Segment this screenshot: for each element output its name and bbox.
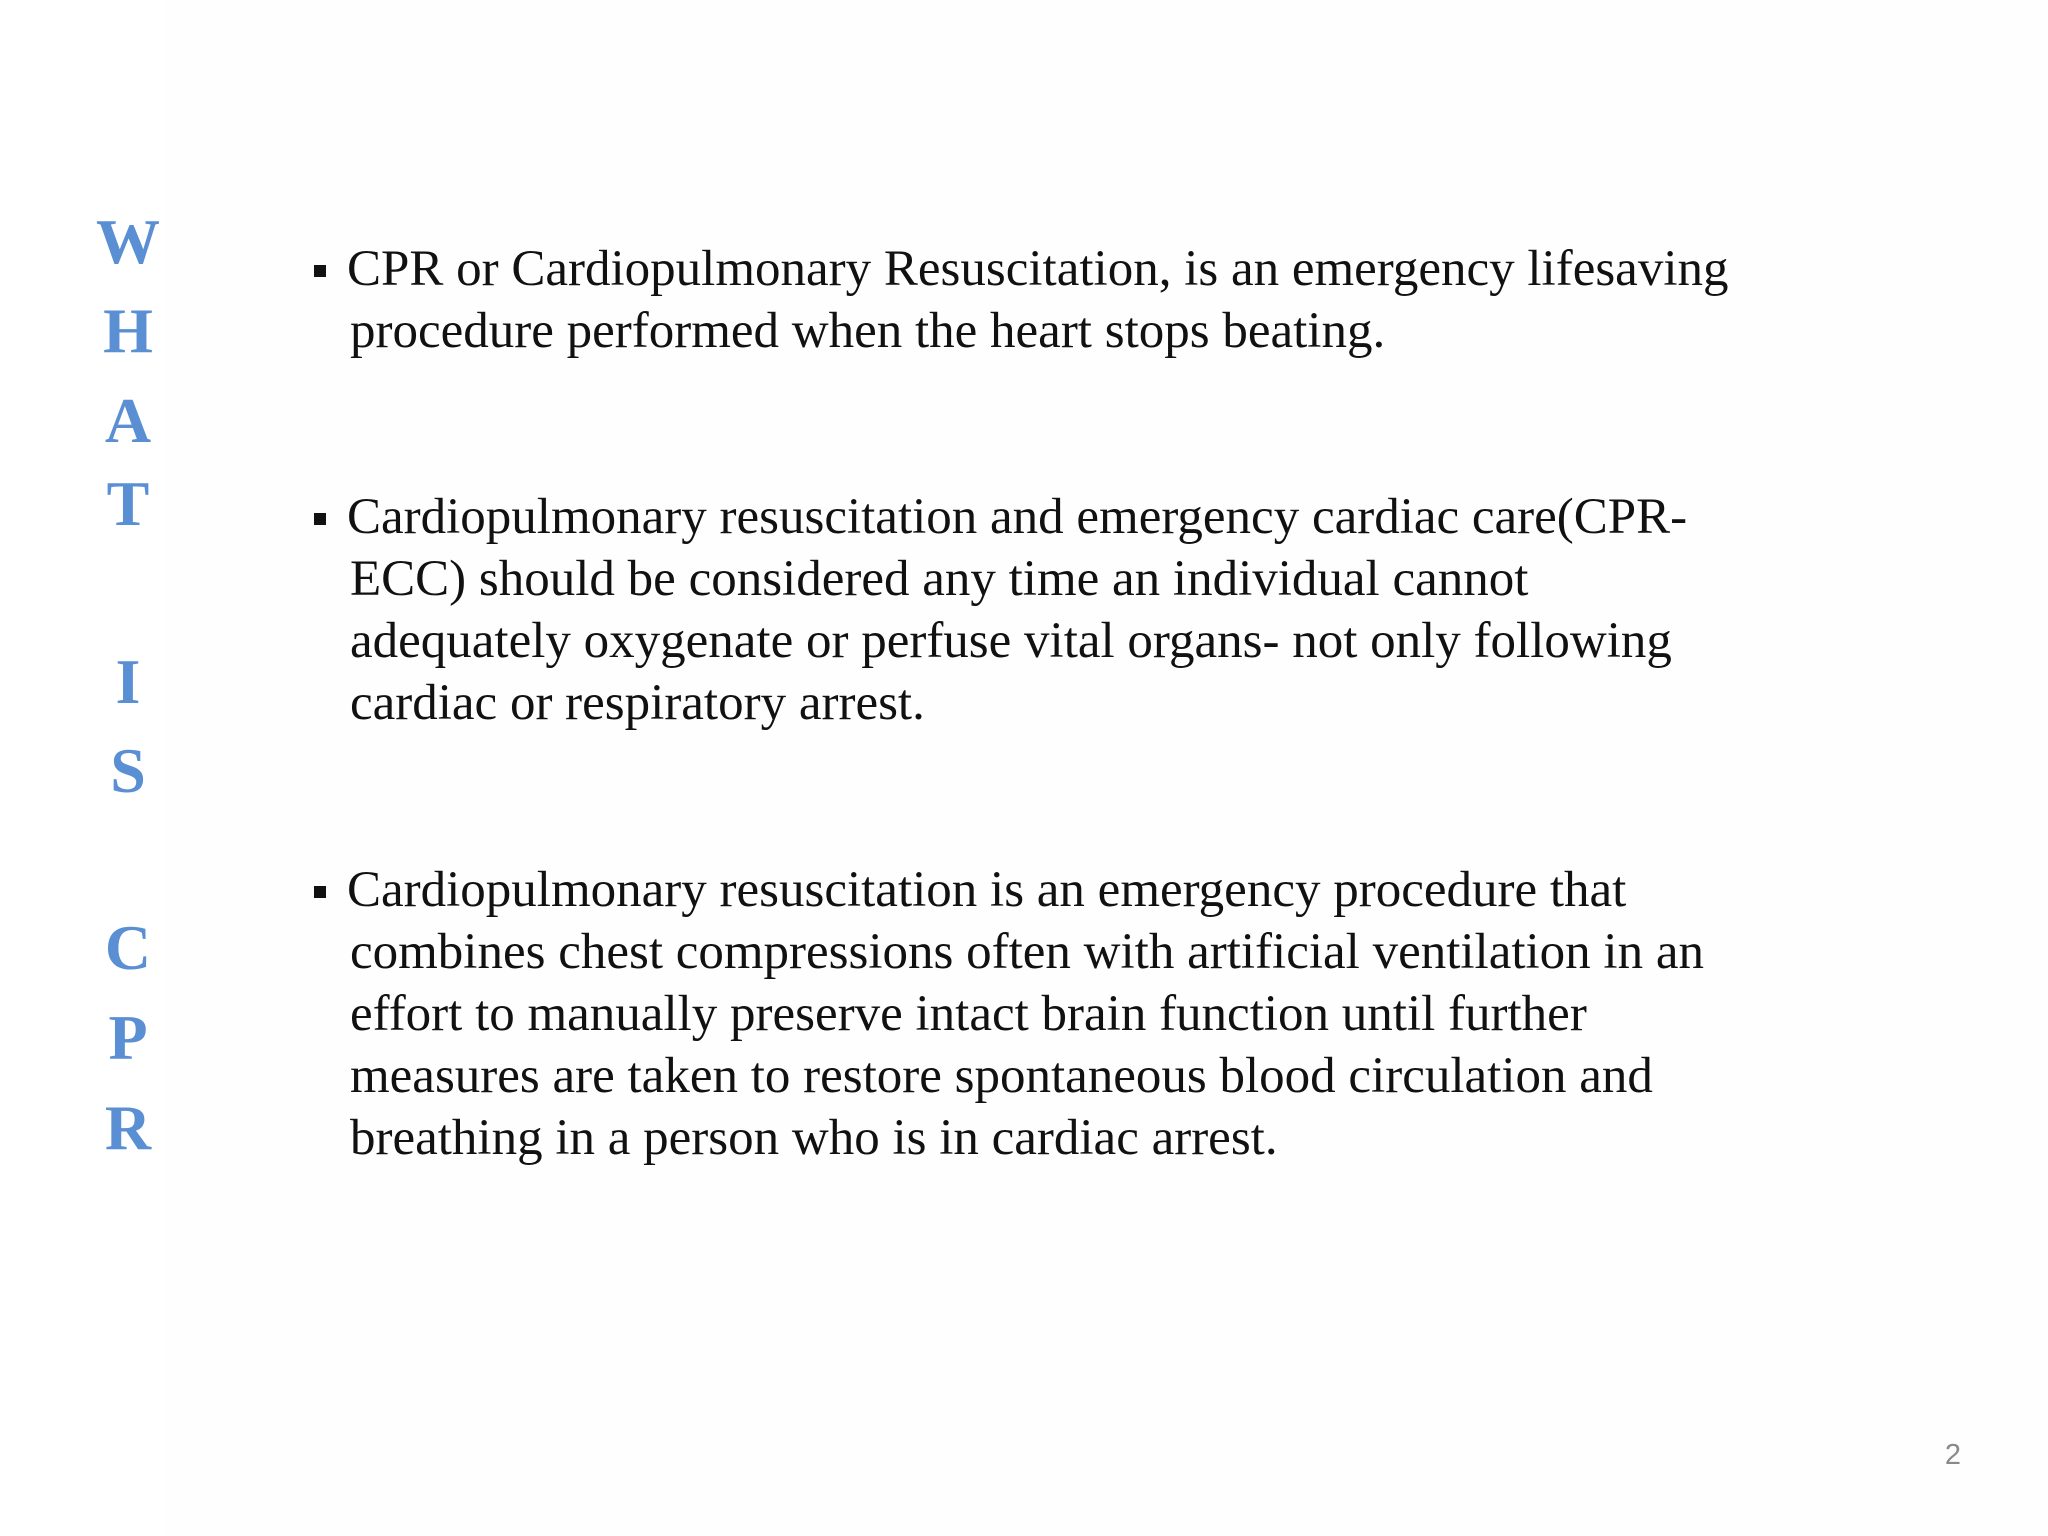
bullet-line: combines chest compressions often with artificial ventilation in an bbox=[350, 924, 1704, 980]
bullet-line: CPR or Cardiopulmonary Resuscitation, is an emergency lifesaving bbox=[347, 241, 1729, 297]
bullet-line: procedure performed when the heart stops beating. bbox=[350, 303, 1386, 359]
bullet-line: ECC) should be considered any time an individual cannot bbox=[350, 551, 1529, 607]
title-letter-r: R bbox=[104, 1092, 152, 1163]
title-letter-w: W bbox=[96, 206, 160, 277]
title-letter-i: I bbox=[115, 646, 141, 717]
bullet-line: Cardiopulmonary resuscitation is an emergency procedure that bbox=[347, 862, 1627, 918]
bullet-line: breathing in a person who is in cardiac arrest. bbox=[350, 1110, 1278, 1166]
title-letter-s: S bbox=[110, 735, 146, 806]
title-letter-a: A bbox=[104, 385, 152, 456]
title-letter-c: C bbox=[104, 912, 152, 983]
bullet-item-1 bbox=[314, 238, 1914, 362]
title-letter-t: T bbox=[106, 468, 150, 539]
title-letter-p: P bbox=[108, 1002, 148, 1073]
bullet-line: cardiac or respiratory arrest. bbox=[350, 675, 925, 731]
page-number: 2 bbox=[1944, 1439, 1961, 1471]
bullet-line: effort to manually preserve intact brain function until further bbox=[350, 986, 1587, 1042]
bullet-item-2 bbox=[314, 486, 1914, 734]
bullet-line: measures are taken to restore spontaneous blood circulation and bbox=[350, 1048, 1653, 1104]
bullet-line: Cardiopulmonary resuscitation and emergency cardiac care(CPR- bbox=[347, 489, 1688, 545]
bullet-item-3 bbox=[314, 859, 1914, 1169]
bullet-line: adequately oxygenate or perfuse vital organs- not only following bbox=[350, 613, 1672, 669]
title-letter-h: H bbox=[103, 295, 153, 366]
